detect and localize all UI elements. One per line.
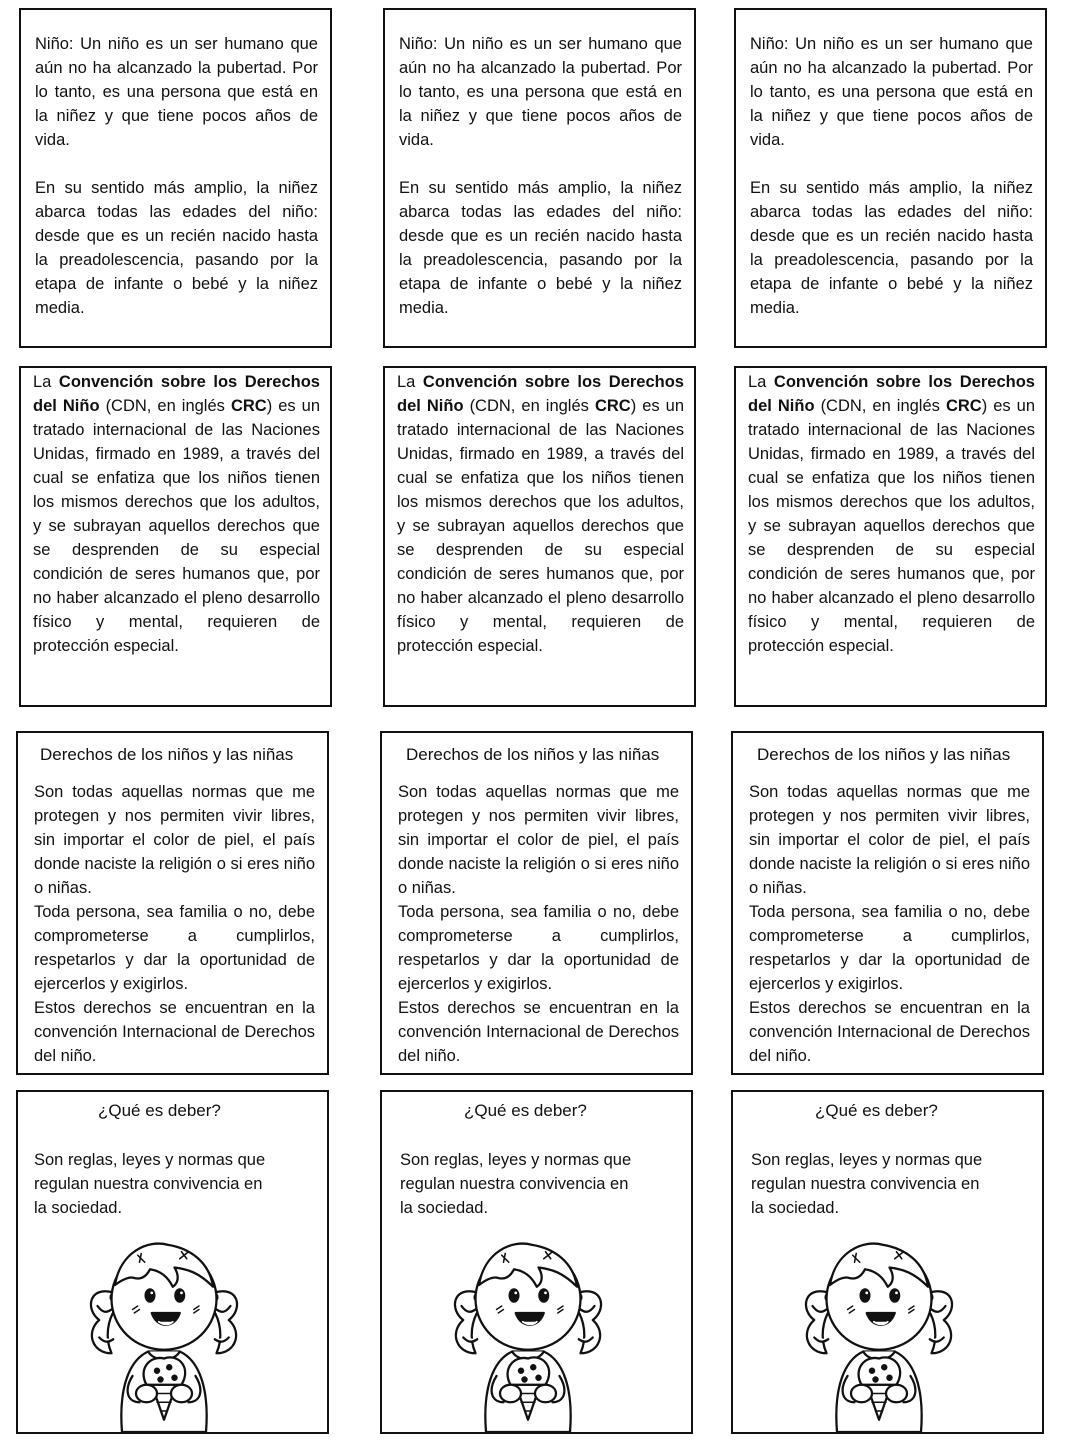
- cdn-crc: CRC: [230, 397, 267, 415]
- card-cdn-2: [383, 366, 696, 707]
- derechos-paragraph-3: Estos derechos se encuentran en la convención Internacional de Derechos del niño.: [749, 999, 1030, 1065]
- card-cdn-1: [19, 366, 332, 707]
- derechos-paragraph-3: Estos derechos se encuentran en la convención Internacional de Derechos del niño.: [34, 999, 315, 1065]
- girl-with-ice-cream-illustration: [789, 1222, 969, 1432]
- card-derechos-2: [380, 731, 693, 1075]
- cdn-text: [748, 370, 1035, 658]
- deber-text: [34, 1148, 324, 1220]
- cdn-body: ) es un tratado internacional de las Naciones Unidas, firmado en 1989, a través del cual se enfatiza que los niños tienen los mismos derechos que los adultos, y se subrayan aquellos derechos que se desprenden de su especial condición de seres humanos que, por no haber alcanzado el pleno desarrollo físico y mental, requieren de protección especial.: [397, 397, 685, 655]
- cdn-abbrev-intro: (CDN, en inglés: [105, 397, 225, 415]
- deber-line-1: Son reglas, leyes y normas que: [751, 1151, 983, 1169]
- nino-paragraph-1: Niño: Un niño es un ser humano que aún no ha alcanzado la pubertad. Por lo tanto, es una persona que está en la niñez y que tiene pocos años de vida.: [750, 35, 1033, 149]
- nino-paragraph-2: En su sentido más amplio, la niñez abarca todas las edades del niño: desde que es un recién nacido hasta la preadolescencia, pasando por la etapa de infante o bebé y la niñez media.: [35, 179, 318, 317]
- card-deber-2: [380, 1090, 693, 1434]
- nino-text: [399, 32, 682, 320]
- cdn-convention-name: Convención sobre los Derechos del Niño: [748, 373, 1035, 415]
- derechos-text: [398, 780, 679, 1068]
- derechos-paragraph-3: Estos derechos se encuentran en la convención Internacional de Derechos del niño.: [398, 999, 679, 1065]
- cdn-body: ) es un tratado internacional de las Naciones Unidas, firmado en 1989, a través del cual se enfatiza que los niños tienen los mismos derechos que los adultos, y se subrayan aquellos derechos que se desprenden de su especial condición de seres humanos que, por no haber alcanzado el pleno desarrollo físico y mental, requieren de protección especial.: [748, 397, 1036, 655]
- derechos-text: [34, 780, 315, 1068]
- deber-line-1: Son reglas, leyes y normas que: [34, 1151, 266, 1169]
- girl-with-ice-cream-illustration: [74, 1222, 254, 1432]
- derechos-paragraph-2: Toda persona, sea familia o no, debe comprometerse a cumplirlos, respetarlos y dar la oportunidad de ejercerlos y exigirlos.: [34, 903, 315, 993]
- card-nino-1: [19, 8, 332, 348]
- derechos-text: [749, 780, 1030, 1068]
- derechos-paragraph-1: Son todas aquellas normas que me protegen y nos permiten vivir libres, sin importar el color de piel, el país donde naciste la religión o si eres niño o niñas.: [398, 783, 679, 897]
- nino-paragraph-1: Niño: Un niño es un ser humano que aún no ha alcanzado la pubertad. Por lo tanto, es una persona que está en la niñez y que tiene pocos años de vida.: [35, 35, 318, 149]
- deber-title: ¿Qué es deber?: [464, 1101, 587, 1120]
- girl-with-ice-cream-illustration: [438, 1222, 618, 1432]
- derechos-title: Derechos de los niños y las niñas: [757, 745, 1011, 764]
- card-nino-2: [383, 8, 696, 348]
- deber-line-3: la sociedad.: [751, 1199, 840, 1217]
- card-derechos-1: [16, 731, 329, 1075]
- card-cdn-3: [734, 366, 1047, 707]
- derechos-title: Derechos de los niños y las niñas: [40, 745, 294, 764]
- deber-title: ¿Qué es deber?: [815, 1101, 938, 1120]
- nino-paragraph-2: En su sentido más amplio, la niñez abarca todas las edades del niño: desde que es un recién nacido hasta la preadolescencia, pasando por la etapa de infante o bebé y la niñez media.: [399, 179, 682, 317]
- card-nino-3: [734, 8, 1047, 348]
- card-derechos-3: [731, 731, 1044, 1075]
- card-deber-1: [16, 1090, 329, 1434]
- cdn-lead: La: [748, 373, 767, 391]
- derechos-paragraph-1: Son todas aquellas normas que me protegen y nos permiten vivir libres, sin importar el color de piel, el país donde naciste la religión o si eres niño o niñas.: [749, 783, 1030, 897]
- cdn-crc: CRC: [594, 397, 631, 415]
- cdn-text: [33, 370, 320, 658]
- deber-line-3: la sociedad.: [400, 1199, 489, 1217]
- derechos-paragraph-2: Toda persona, sea familia o no, debe comprometerse a cumplirlos, respetarlos y dar la oportunidad de ejercerlos y exigirlos.: [749, 903, 1030, 993]
- cdn-crc: CRC: [945, 397, 982, 415]
- deber-line-3: la sociedad.: [34, 1199, 123, 1217]
- deber-line-2: regulan nuestra convivencia en: [400, 1175, 629, 1193]
- deber-text: [400, 1148, 690, 1220]
- derechos-paragraph-2: Toda persona, sea familia o no, debe comprometerse a cumplirlos, respetarlos y dar la oportunidad de ejercerlos y exigirlos.: [398, 903, 679, 993]
- deber-line-2: regulan nuestra convivencia en: [34, 1175, 263, 1193]
- deber-title: ¿Qué es deber?: [98, 1101, 221, 1120]
- cdn-lead: La: [33, 373, 52, 391]
- nino-text: [750, 32, 1033, 320]
- cdn-convention-name: Convención sobre los Derechos del Niño: [397, 373, 684, 415]
- cdn-abbrev-intro: (CDN, en inglés: [820, 397, 940, 415]
- cdn-text: [397, 370, 684, 658]
- deber-line-2: regulan nuestra convivencia en: [751, 1175, 980, 1193]
- cdn-lead: La: [397, 373, 416, 391]
- derechos-paragraph-1: Son todas aquellas normas que me protegen y nos permiten vivir libres, sin importar el color de piel, el país donde naciste la religión o si eres niño o niñas.: [34, 783, 315, 897]
- card-deber-3: [731, 1090, 1044, 1434]
- cdn-abbrev-intro: (CDN, en inglés: [469, 397, 589, 415]
- cdn-convention-name: Convención sobre los Derechos del Niño: [33, 373, 320, 415]
- cdn-body: ) es un tratado internacional de las Naciones Unidas, firmado en 1989, a través del cual se enfatiza que los niños tienen los mismos derechos que los adultos, y se subrayan aquellos derechos que se desprenden de su especial condición de seres humanos que, por no haber alcanzado el pleno desarrollo físico y mental, requieren de protección especial.: [33, 397, 321, 655]
- deber-text: [751, 1148, 1041, 1220]
- derechos-title: Derechos de los niños y las niñas: [406, 745, 660, 764]
- nino-paragraph-1: Niño: Un niño es un ser humano que aún no ha alcanzado la pubertad. Por lo tanto, es una persona que está en la niñez y que tiene pocos años de vida.: [399, 35, 682, 149]
- deber-line-1: Son reglas, leyes y normas que: [400, 1151, 632, 1169]
- nino-paragraph-2: En su sentido más amplio, la niñez abarca todas las edades del niño: desde que es un recién nacido hasta la preadolescencia, pasando por la etapa de infante o bebé y la niñez media.: [750, 179, 1033, 317]
- nino-text: [35, 32, 318, 320]
